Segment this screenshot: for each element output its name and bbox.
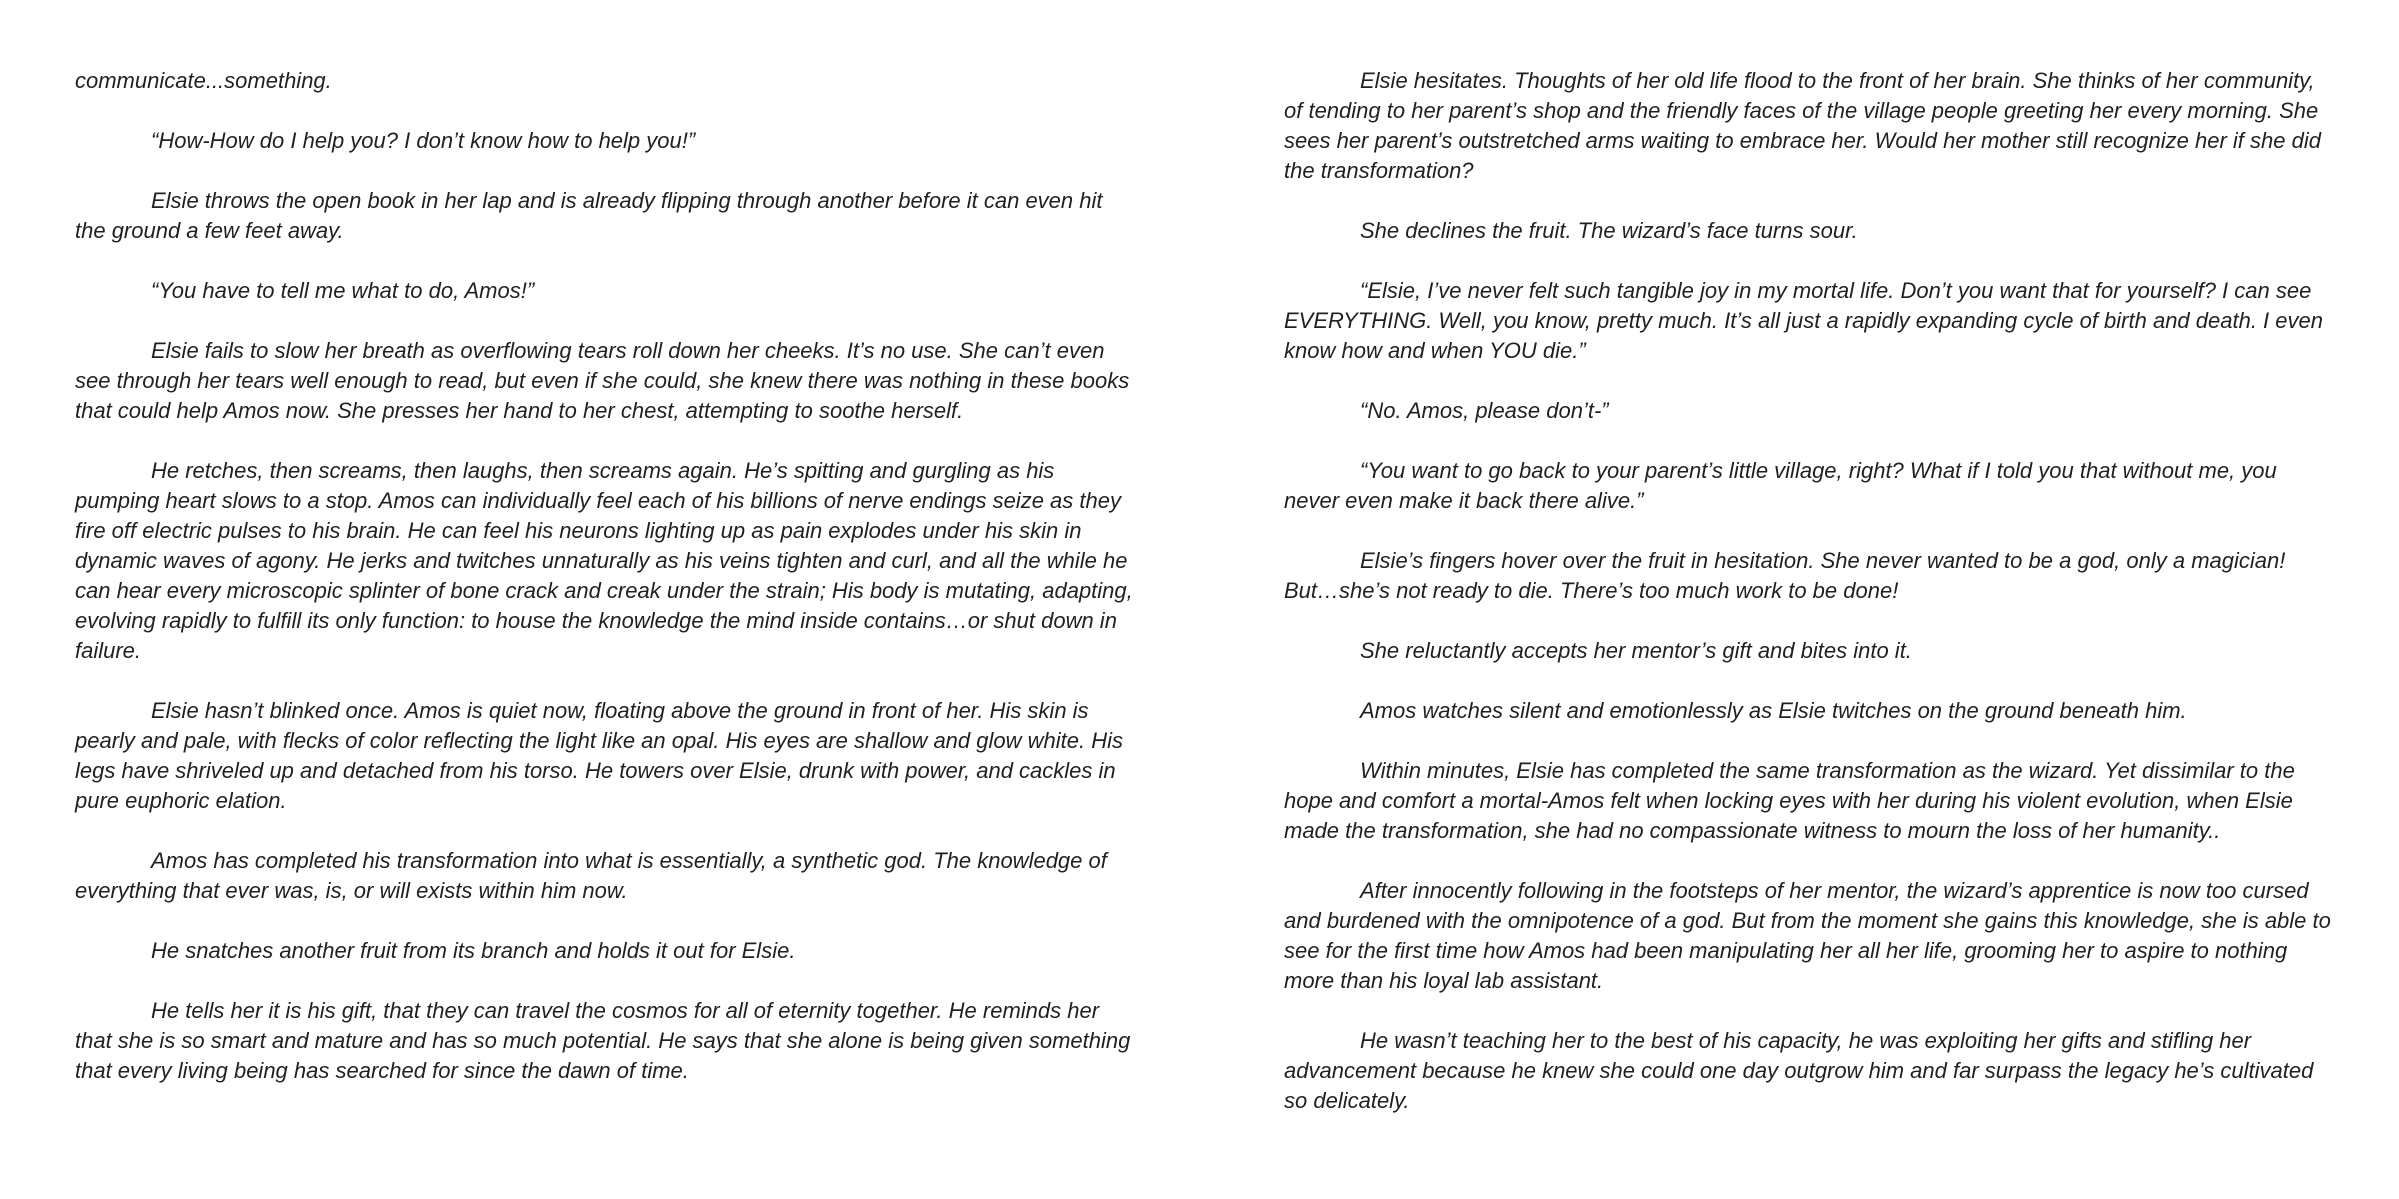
paragraph: “You have to tell me what to do, Amos!” [151, 278, 535, 303]
paragraph: “You want to go back to your parent’s little village, right? What if I told you that without me, you never even make it back there alive.” [1284, 458, 2277, 513]
paragraph: Amos watches silent and emotionlessly as Elsie twitches on the ground beneath him. [1360, 698, 2187, 723]
right-page [1284, 66, 2334, 1146]
paragraph: He snatches another fruit from its branch and holds it out for Elsie. [151, 938, 796, 963]
paragraph: Elsie hasn’t blinked once. Amos is quiet now, floating above the ground in front of her. His skin is pearly and pale, with flecks of color reflecting the light like an opal. His eyes are shallow and glow white. His legs have shriveled up and detached from his torso. He towers over Elsie, drunk with power, and cackles in pure euphoric elation. [75, 698, 1123, 813]
paragraph: communicate...something. [75, 68, 332, 93]
paragraph: She declines the fruit. The wizard’s face turns sour. [1360, 218, 1858, 243]
paragraph: He retches, then screams, then laughs, then screams again. He’s spitting and gurgling as his pumping heart slows to a stop. Amos can individually feel each of his billions of nerve endings seize as they fire off electric pulses to his brain. He can feel his neurons lighting up as pain explodes under his skin in dynamic waves of agony. He jerks and twitches unnaturally as his veins tighten and curl, and all the while he can hear every microscopic splinter of bone crack and creak under the strain; His body is mutating, adapting, evolving rapidly to fulfill its only function: to house the knowledge the mind inside contains…or shut down in failure. [75, 458, 1133, 663]
paragraph: After innocently following in the footsteps of her mentor, the wizard’s apprentice is now too cursed and burdened with the omnipotence of a god. But from the moment she gains this knowledge, she is able to see for the first time how Amos had been manipulating her all her life, grooming her to aspire to nothing more than his loyal lab assistant. [1284, 878, 2331, 993]
paragraph: Within minutes, Elsie has completed the same transformation as the wizard. Yet dissimilar to the hope and comfort a mortal-Amos felt when locking eyes with her during his violent evolution, when Elsie made the transformation, she had no compassionate witness to mourn the loss of her humanity.. [1284, 758, 2295, 843]
paragraph: Amos has completed his transformation into what is essentially, a synthetic god. The knowledge of everything that ever was, is, or will exists within him now. [75, 848, 1107, 903]
paragraph: “How-How do I help you? I don’t know how to help you!” [151, 128, 696, 153]
paragraph: He wasn’t teaching her to the best of his capacity, he was exploiting her gifts and stifling her advancement because he knew she could one day outgrow him and far surpass the legacy he’s cultivated so delicately. [1284, 1028, 2314, 1113]
paragraph: “No. Amos, please don’t-” [1360, 398, 1609, 423]
paragraph: “Elsie, I’ve never felt such tangible joy in my mortal life. Don’t you want that for yourself? I can see EVERYTHING. Well, you know, pretty much. It’s all just a rapidly expanding cycle of birth and death. I even know how and when YOU die.” [1284, 278, 2323, 363]
left-page [75, 66, 1135, 1116]
paragraph: Elsie’s fingers hover over the fruit in hesitation. She never wanted to be a god, only a magician! But…she’s not ready to die. There’s too much work to be done! [1284, 548, 2286, 603]
paragraph: He tells her it is his gift, that they can travel the cosmos for all of eternity together. He reminds her that she is so smart and mature and has so much potential. He says that she alone is being given something that every living being has searched for since the dawn of time. [75, 998, 1131, 1083]
paragraph: Elsie throws the open book in her lap and is already flipping through another before it can even hit the ground a few feet away. [75, 188, 1103, 243]
paragraph: Elsie hesitates. Thoughts of her old life flood to the front of her brain. She thinks of her community, of tending to her parent’s shop and the friendly faces of the village people greeting her every morning. She sees her parent’s outstretched arms waiting to embrace her. Would her mother still recognize her if she did the transformation? [1284, 68, 2321, 183]
paragraph: Elsie fails to slow her breath as overflowing tears roll down her cheeks. It’s no use. She can’t even see through her tears well enough to read, but even if she could, she knew there was nothing in these books that could help Amos now. She presses her hand to her chest, attempting to soothe herself. [75, 338, 1130, 423]
paragraph: She reluctantly accepts her mentor’s gift and bites into it. [1360, 638, 1912, 663]
